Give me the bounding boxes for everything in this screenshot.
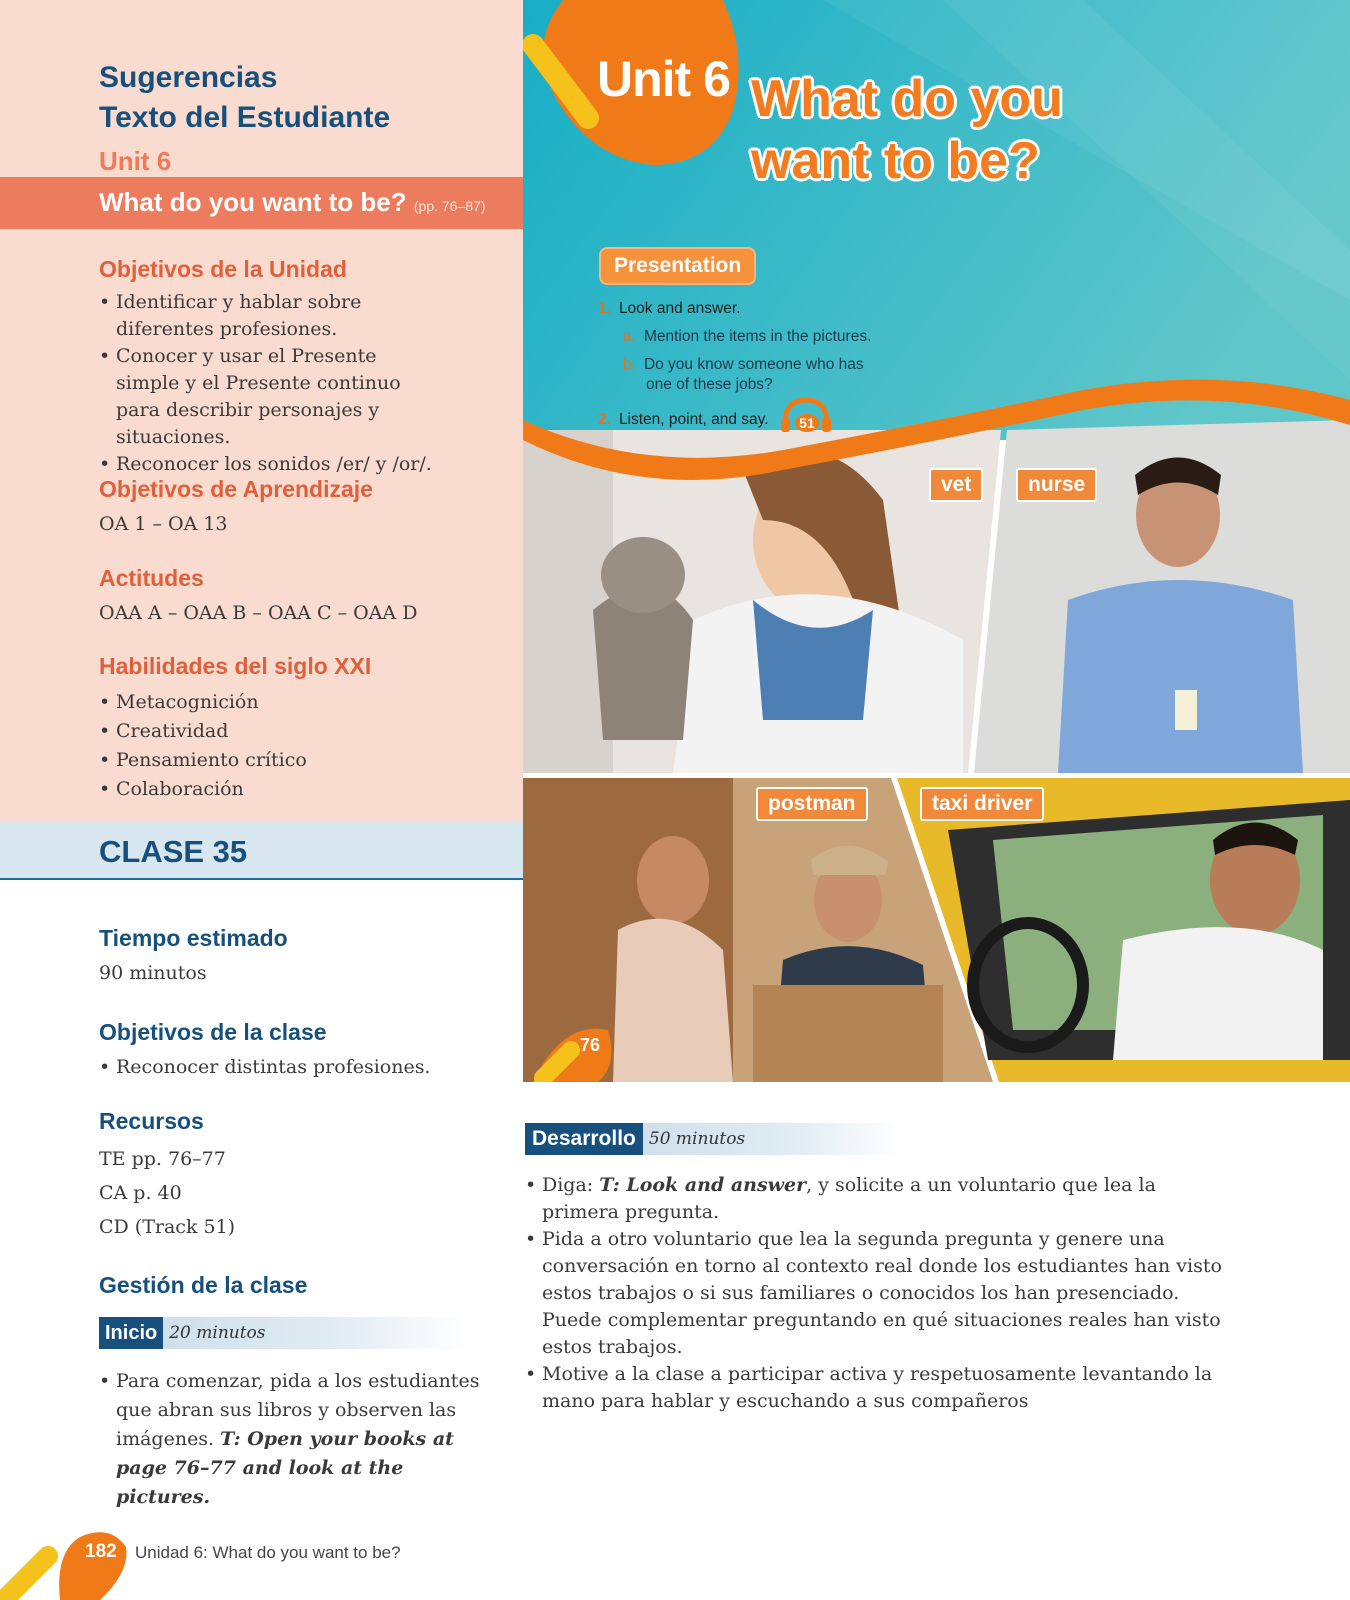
inicio-content <box>99 1367 499 1512</box>
objetivos-unidad-section <box>99 256 509 478</box>
list-item: • Conocer y usar el Presente simple y el Presente continuo para describir personajes y situaciones. <box>99 343 444 451</box>
footer-page-number: 182 <box>85 1541 117 1562</box>
list-item: • Colaboración <box>99 775 509 804</box>
inicio-quote: T: Open your books at page 76–77 and look at the pictures. <box>116 1428 454 1508</box>
inicio-tag <box>99 1317 468 1349</box>
list-item: • Reconocer los sonidos /er/ y /or/. <box>99 451 444 478</box>
list-item: • Pida a otro voluntario que lea la segunda pregunta y genere una conversación en torno al contexto real donde los estudiantes han visto estos trabajos o si sus familiares o conocidos los han presenciado. Puede complementar preguntando en qué situaciones reales han visto estos trabajos. <box>525 1226 1225 1361</box>
label-taxi-driver: taxi driver <box>920 787 1044 821</box>
section-heading: Objetivos de Aprendizaje <box>99 476 373 502</box>
resource-item: CD (Track 51) <box>99 1216 236 1238</box>
activity-1a: a. Mention the items in the pictures. <box>623 328 872 345</box>
desarrollo-duration: 50 minutos <box>643 1123 903 1155</box>
section-text: OAA A – OAA B – OAA C – OAA D <box>99 602 418 624</box>
vet-photo-image <box>523 430 1001 773</box>
actitudes-section <box>99 565 509 627</box>
list-item: • Creatividad <box>99 717 509 746</box>
list-item: • Reconocer distintas profesiones. <box>99 1054 509 1081</box>
activity-1: 1. Look and answer. <box>598 300 741 317</box>
nurse-photo-image <box>974 420 1350 773</box>
unit-title: What do you want to be? <box>99 187 407 217</box>
section-text: OA 1 – OA 13 <box>99 513 228 535</box>
desarrollo-label: Desarrollo <box>525 1123 643 1155</box>
inicio-text: Para comenzar, pida a los estudiantes que abran sus libros y observen las imágenes. <box>116 1370 480 1450</box>
resource-item: CA p. 40 <box>99 1182 182 1204</box>
gestion-section <box>99 1272 509 1299</box>
resource-item: TE pp. 76–77 <box>99 1148 226 1170</box>
section-heading: Actitudes <box>99 565 204 591</box>
list-item <box>99 1367 499 1512</box>
sidebar-title-line2: Texto del Estudiante <box>99 101 391 134</box>
footer-text: Unidad 6: What do you want to be? <box>135 1543 401 1562</box>
inicio-label: Inicio <box>99 1317 163 1349</box>
desarrollo-list <box>525 1172 1225 1415</box>
list-item: • Metacognición <box>99 688 509 717</box>
clase-band <box>0 822 523 880</box>
tiempo-section <box>99 925 509 987</box>
presentation-badge: Presentation <box>599 247 756 285</box>
textbook-page <box>523 0 1350 1082</box>
section-text: 90 minutos <box>99 962 207 984</box>
activity-1b: b. Do you know someone who has <box>623 356 864 373</box>
recursos-section <box>99 1108 509 1244</box>
track-number: 51 <box>795 414 819 432</box>
unit-title-band <box>0 177 523 229</box>
section-heading: Habilidades del siglo XXI <box>99 653 372 679</box>
list-item: • Motive a la clase a participar activa y respetuosamente levantando la mano para hablar y escuchando a sus compañeros <box>525 1361 1225 1415</box>
book-title <box>751 68 1063 192</box>
unit-label: Unit 6 <box>99 146 172 176</box>
section-heading: Objetivos de la Unidad <box>99 256 347 282</box>
unit-pages: (pp. 76–87) <box>413 198 486 214</box>
book-title-line1: What do you <box>751 70 1063 128</box>
section-heading: Recursos <box>99 1108 204 1134</box>
list-item: • Identificar y hablar sobre diferentes profesiones. <box>99 289 444 343</box>
list-item: • Diga: T: Look and answer, y solicite a un voluntario que lea la primera pregunta. <box>525 1172 1225 1226</box>
section-heading: Gestión de la clase <box>99 1272 308 1298</box>
book-page-number: 76 <box>580 1035 601 1055</box>
activity-1b-cont: one of these jobs? <box>646 376 773 393</box>
label-postman: postman <box>756 787 868 821</box>
objetivos-clase-section <box>99 1019 509 1081</box>
book-title-line2: want to be? <box>751 132 1040 190</box>
habilidades-section <box>99 653 509 804</box>
label-nurse: nurse <box>1016 468 1097 502</box>
sidebar-title <box>99 58 390 138</box>
section-heading: Tiempo estimado <box>99 925 288 951</box>
objetivos-aprendizaje-section <box>99 476 509 538</box>
label-vet: vet <box>929 468 983 502</box>
section-heading: Objetivos de la clase <box>99 1019 327 1045</box>
section-text <box>99 1142 509 1244</box>
desarrollo-tag <box>525 1123 903 1155</box>
sidebar-title-line1: Sugerencias <box>99 61 278 94</box>
list-item: • Pensamiento crítico <box>99 746 509 775</box>
clase-title: CLASE 35 <box>99 834 248 869</box>
activity-2: 2. Listen, point, and say. <box>598 411 769 428</box>
book-unit-label: Unit 6 <box>597 51 730 107</box>
inicio-duration: 20 minutos <box>163 1317 468 1349</box>
